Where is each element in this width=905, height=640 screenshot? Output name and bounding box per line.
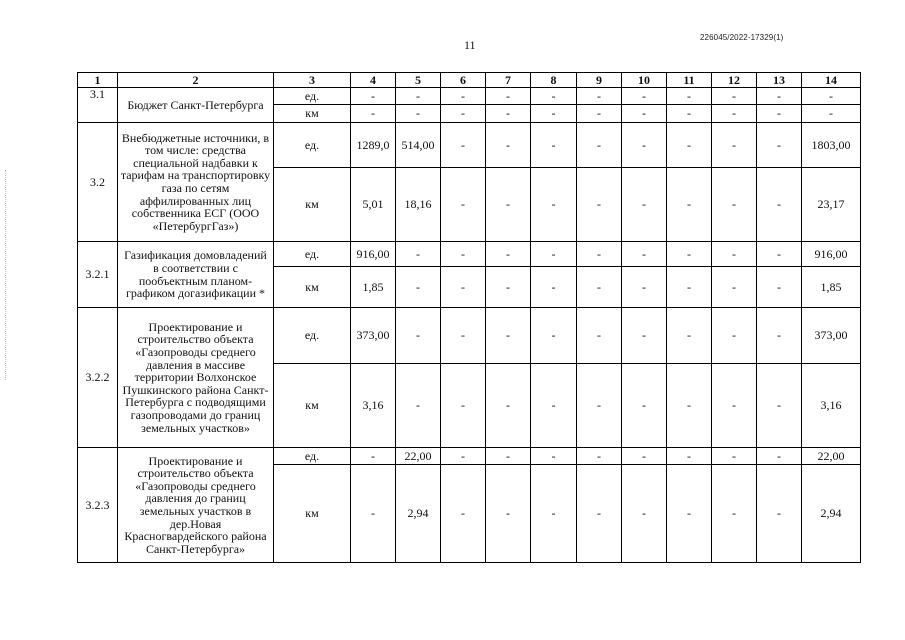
value-cell: - <box>531 308 577 364</box>
table-row <box>78 123 861 168</box>
column-header: 14 <box>802 73 861 88</box>
value-cell: - <box>441 88 486 105</box>
value-cell: - <box>486 242 531 267</box>
value-cell: 1,85 <box>351 267 396 308</box>
value-cell: - <box>531 242 577 267</box>
value-cell: - <box>531 448 577 465</box>
value-cell: - <box>486 88 531 105</box>
value-cell: - <box>667 123 712 168</box>
unit-cell: км <box>274 168 351 242</box>
value-cell: 514,00 <box>396 123 441 168</box>
value-cell: - <box>396 88 441 105</box>
value-cell: - <box>757 465 802 563</box>
value-cell: - <box>441 267 486 308</box>
column-header: 12 <box>712 73 757 88</box>
value-cell: - <box>441 448 486 465</box>
row-number: 3.2 <box>78 123 118 242</box>
value-cell: - <box>802 105 861 123</box>
column-header: 2 <box>118 73 274 88</box>
value-cell: - <box>622 267 667 308</box>
value-cell: - <box>667 364 712 448</box>
value-cell: 916,00 <box>802 242 861 267</box>
value-cell: - <box>531 168 577 242</box>
value-cell: - <box>486 168 531 242</box>
value-cell: 22,00 <box>802 448 861 465</box>
value-cell: - <box>712 448 757 465</box>
unit-cell: км <box>274 364 351 448</box>
value-cell: 373,00 <box>802 308 861 364</box>
value-cell: - <box>577 308 622 364</box>
value-cell: - <box>396 364 441 448</box>
value-cell: - <box>577 123 622 168</box>
value-cell: - <box>667 308 712 364</box>
value-cell: - <box>531 123 577 168</box>
value-cell: - <box>577 267 622 308</box>
value-cell: 2,94 <box>802 465 861 563</box>
row-name: Газификация домовладений в соответствии с пообъектным планом-графиком догазификации * <box>118 242 274 308</box>
value-cell: 373,00 <box>351 308 396 364</box>
value-cell: - <box>712 88 757 105</box>
value-cell: - <box>441 364 486 448</box>
column-header: 9 <box>577 73 622 88</box>
value-cell: - <box>757 242 802 267</box>
value-cell: - <box>577 364 622 448</box>
value-cell: - <box>622 308 667 364</box>
value-cell: - <box>486 123 531 168</box>
value-cell: - <box>486 448 531 465</box>
document-id: 226045/2022-17329(1) <box>700 33 784 42</box>
value-cell: - <box>351 448 396 465</box>
table-header-row <box>78 73 861 88</box>
value-cell: - <box>622 448 667 465</box>
value-cell: - <box>486 465 531 563</box>
value-cell: - <box>667 448 712 465</box>
value-cell: - <box>667 242 712 267</box>
value-cell: - <box>757 105 802 123</box>
unit-cell: км <box>274 465 351 563</box>
row-number: 3.2.2 <box>78 308 118 448</box>
value-cell: - <box>757 267 802 308</box>
row-number: 3.1 <box>78 88 118 123</box>
value-cell: - <box>712 242 757 267</box>
value-cell: 23,17 <box>802 168 861 242</box>
value-cell: 1803,00 <box>802 123 861 168</box>
row-number: 3.2.3 <box>78 448 118 563</box>
column-header: 10 <box>622 73 667 88</box>
column-header: 8 <box>531 73 577 88</box>
value-cell: - <box>486 364 531 448</box>
value-cell: - <box>622 242 667 267</box>
data-table <box>77 72 861 563</box>
value-cell: - <box>712 308 757 364</box>
unit-cell: ед. <box>274 448 351 465</box>
value-cell: 1,85 <box>802 267 861 308</box>
value-cell: - <box>757 364 802 448</box>
value-cell: - <box>577 168 622 242</box>
row-name: Проектирование и строительство объекта «Газопроводы среднего давления до границ земельных участков в дер.Новая Красногвардейского района Санкт-Петербурга» <box>118 448 274 563</box>
value-cell: - <box>577 105 622 123</box>
value-cell: 22,00 <box>396 448 441 465</box>
value-cell: 3,16 <box>802 364 861 448</box>
value-cell: - <box>531 105 577 123</box>
table-row <box>78 308 861 364</box>
value-cell: - <box>667 105 712 123</box>
value-cell: - <box>351 88 396 105</box>
column-header: 13 <box>757 73 802 88</box>
column-header: 3 <box>274 73 351 88</box>
table-row <box>78 88 861 105</box>
value-cell: - <box>712 168 757 242</box>
row-name: Бюджет Санкт-Петербурга <box>118 88 274 123</box>
value-cell: 916,00 <box>351 242 396 267</box>
column-header: 1 <box>78 73 118 88</box>
value-cell: 18,16 <box>396 168 441 242</box>
value-cell: - <box>577 242 622 267</box>
value-cell: - <box>757 168 802 242</box>
value-cell: - <box>577 88 622 105</box>
value-cell: - <box>712 123 757 168</box>
value-cell: - <box>396 267 441 308</box>
value-cell: 3,16 <box>351 364 396 448</box>
value-cell: - <box>486 105 531 123</box>
column-header: 7 <box>486 73 531 88</box>
value-cell: - <box>757 88 802 105</box>
value-cell: - <box>622 465 667 563</box>
value-cell: - <box>622 105 667 123</box>
value-cell: - <box>712 364 757 448</box>
column-header: 11 <box>667 73 712 88</box>
value-cell: - <box>667 267 712 308</box>
value-cell: - <box>486 308 531 364</box>
column-header: 5 <box>396 73 441 88</box>
value-cell: - <box>351 465 396 563</box>
table-row <box>78 448 861 465</box>
value-cell: 5,01 <box>351 168 396 242</box>
column-header: 6 <box>441 73 486 88</box>
value-cell: - <box>577 448 622 465</box>
value-cell: - <box>396 105 441 123</box>
unit-cell: ед. <box>274 123 351 168</box>
table-row <box>78 242 861 267</box>
value-cell: - <box>441 308 486 364</box>
value-cell: - <box>757 123 802 168</box>
margin-binding-marks <box>5 170 8 380</box>
page-number: 11 <box>464 38 476 52</box>
value-cell: - <box>802 88 861 105</box>
row-name: Внебюджетные источники, в том числе: средства специальной надбавки к тарифам на транспортировку газа по сетям аффилированных лиц собственника ЕСГ (ООО «ПетербургГаз») <box>118 123 274 242</box>
unit-cell: ед. <box>274 242 351 267</box>
table-body <box>78 88 861 563</box>
value-cell: - <box>396 242 441 267</box>
value-cell: - <box>622 88 667 105</box>
row-name: Проектирование и строительство объекта «Газопроводы среднего давления в массиве территории Волхонское Пушкинского района Санкт-Петербурга с подводящими газопроводами до границ земельных участков» <box>118 308 274 448</box>
value-cell: - <box>441 105 486 123</box>
value-cell: - <box>531 88 577 105</box>
value-cell: 1289,0 <box>351 123 396 168</box>
value-cell: - <box>351 105 396 123</box>
unit-cell: км <box>274 267 351 308</box>
value-cell: - <box>441 123 486 168</box>
value-cell: - <box>667 465 712 563</box>
value-cell: 2,94 <box>396 465 441 563</box>
value-cell: - <box>577 465 622 563</box>
row-number: 3.2.1 <box>78 242 118 308</box>
value-cell: - <box>441 242 486 267</box>
value-cell: - <box>622 168 667 242</box>
unit-cell: ед. <box>274 88 351 105</box>
value-cell: - <box>712 465 757 563</box>
value-cell: - <box>531 465 577 563</box>
value-cell: - <box>757 308 802 364</box>
value-cell: - <box>531 267 577 308</box>
value-cell: - <box>622 364 667 448</box>
value-cell: - <box>622 123 667 168</box>
value-cell: - <box>667 168 712 242</box>
column-header: 4 <box>351 73 396 88</box>
value-cell: - <box>667 88 712 105</box>
value-cell: - <box>396 308 441 364</box>
value-cell: - <box>441 465 486 563</box>
value-cell: - <box>757 448 802 465</box>
value-cell: - <box>531 364 577 448</box>
unit-cell: ед. <box>274 308 351 364</box>
value-cell: - <box>712 267 757 308</box>
value-cell: - <box>441 168 486 242</box>
value-cell: - <box>486 267 531 308</box>
unit-cell: км <box>274 105 351 123</box>
value-cell: - <box>712 105 757 123</box>
